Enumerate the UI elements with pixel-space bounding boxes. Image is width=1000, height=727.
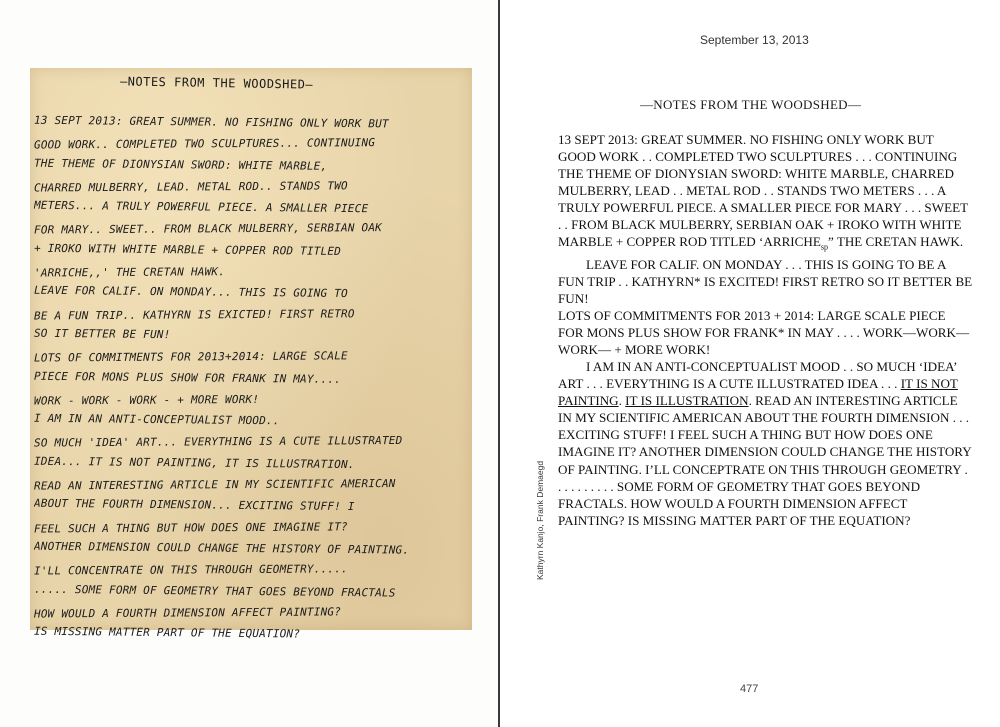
photo-credit: Kathyrn Kanjo, Frank Demaegd — [535, 460, 545, 580]
paragraph-3: LOTS OF COMMITMENTS FOR 2013 + 2014: LARGE SCALE PIECE FOR MONS PLUS SHOW FOR FRANK* IN MAY . . . . WORK—WORK—WORK— + MORE WORK! — [558, 308, 970, 358]
note-line: THE THEME OF DIONYSIAN SWORD: WHITE MARBLE, — [33, 156, 328, 173]
note-line: ANOTHER DIMENSION COULD CHANGE THE HISTORY OF PAINTING. — [33, 539, 410, 557]
note-line: + IROKO WITH WHITE MARBLE + COPPER ROD TITLED — [33, 241, 342, 258]
note-line: IDEA... IT IS NOT PAINTING, IT IS ILLUSTRATION. — [33, 454, 355, 471]
note-line: SO IT BETTER BE FUN! — [33, 326, 171, 342]
note-line: BE A FUN TRIP.. KATHYRN IS EXICTED! FIRST RETRO — [33, 306, 355, 323]
running-head: September 13, 2013 — [700, 33, 809, 47]
note-line: I AM IN AN ANTI-CONCEPTUALIST MOOD.. — [33, 411, 280, 428]
note-line: GOOD WORK.. COMPLETED TWO SCULPTURES... CONTINUING — [33, 136, 376, 152]
note-line: 'ARRICHE,,' THE CRETAN HAWK. — [33, 265, 226, 280]
note-line: ABOUT THE FOURTH DIMENSION... EXCITING STUFF! I — [33, 497, 355, 514]
note-lines — [34, 112, 466, 644]
note-title: —NOTES FROM THE WOODSHED— — [119, 74, 314, 92]
note-line: METERS... A TRULY POWERFUL PIECE. A SMALLER PIECE — [33, 198, 369, 216]
note-line: SO MUCH 'IDEA' ART... EVERYTHING IS A CUTE ILLUSTRATED — [33, 434, 403, 450]
note-line: CHARRED MULBERRY, LEAD. METAL ROD.. STANDS TWO — [33, 179, 348, 195]
note-line: 13 SEPT 2013: GREAT SUMMER. NO FISHING ONLY WORK BUT — [33, 113, 389, 131]
note-line: I'LL CONCENTRATE ON THIS THROUGH GEOMETRY..... — [33, 562, 348, 578]
paragraph-1: 13 SEPT 2013: GREAT SUMMER. NO FISHING ONLY WORK BUT GOOD WORK . . COMPLETED TWO SCULPTURES . . . CONTINUING THE THEME OF DIONYSIAN SWORD: WHITE MARBLE, CHARRED MULBERRY, LEAD . . METAL ROD . . STANDS TWO METERS . . . A TRULY POWERFUL PIECE. A SMALLER PIECE FOR MARY . . . SWEET . . FROM BLACK MULBERRY, SERBIAN OAK + IROKO WITH WHITE MARBLE + COPPER ROD TITLED ‘$ARRICHE_{sp}$” THE CRETAN HAWK. — [558, 132, 968, 252]
paragraph-4: I AM IN AN ANTI-CONCEPTUALIST MOOD . . SO MUCH ‘IDEA’ ART . . . EVERYTHING IS A CUTE ILLUSTRATED IDEA . . . IT IS NOT PAINTING. IT IS ILLUSTRATION. READ AN INTERESTING ARTICLE IN MY SCIENTIFIC AMERICAN ABOUT THE FOURTH DIMENSION . . . EXCITING STUFF! I FEEL SUCH A THING BUT HOW DOES ONE IMAGINE IT? ANOTHER DIMENSION COULD CHANGE THE HISTORY OF PAINTING. I’LL CONCEPTRATE ON THIS THROUGH GEOMETRY . . . . . . . . . . SOME FORM OF GEOMETRY THAT GOES BEYOND FRACTALS. HOW WOULD A FOURTH DIMENSION AFFECT PAINTING? IS MISSING MATTER PART OF THE EQUATION? — [558, 359, 972, 528]
note-line: FEEL SUCH A THING BUT HOW DOES ONE IMAGINE IT? — [33, 519, 348, 536]
note-line: IS MISSING MATTER PART OF THE EQUATION? — [33, 624, 301, 641]
right-page — [500, 0, 1000, 727]
note-line: LEAVE FOR CALIF. ON MONDAY... THIS IS GOING TO — [33, 284, 348, 301]
note-line: LOTS OF COMMITMENTS FOR 2013+2014: LARGE SCALE — [33, 349, 348, 365]
handwritten-note — [30, 68, 472, 641]
underlined-phrase-2: IT IS ILLUSTRATION — [625, 393, 749, 409]
note-line: FOR MARY.. SWEET.. FROM BLACK MULBERRY, SERBIAN OAK — [33, 221, 382, 237]
note-line: READ AN INTERESTING ARTICLE IN MY SCIENTIFIC AMERICAN — [33, 477, 396, 493]
subscript: sp — [820, 242, 828, 252]
page-number: 477 — [740, 683, 759, 695]
note-line: HOW WOULD A FOURTH DIMENSION AFFECT PAINTING? — [33, 605, 342, 621]
note-line: WORK - WORK - WORK - + MORE WORK! — [33, 392, 260, 408]
transcription — [558, 131, 973, 529]
section-title: —NOTES FROM THE WOODSHED— — [640, 97, 862, 112]
paragraph-2: LEAVE FOR CALIF. ON MONDAY . . . THIS IS GOING TO BE A FUN TRIP . . KATHYRN* IS EXCITED! FIRST RETRO SO IT BETTER BE FUN! — [558, 256, 973, 307]
note-line: PIECE FOR MONS PLUS SHOW FOR FRANK IN MAY.... — [33, 369, 342, 386]
left-page — [0, 0, 498, 727]
note-line: ..... SOME FORM OF GEOMETRY THAT GOES BEYOND FRACTALS — [33, 582, 396, 600]
underlined-phrase-1: IT IS NOT PAINTING — [558, 376, 958, 409]
